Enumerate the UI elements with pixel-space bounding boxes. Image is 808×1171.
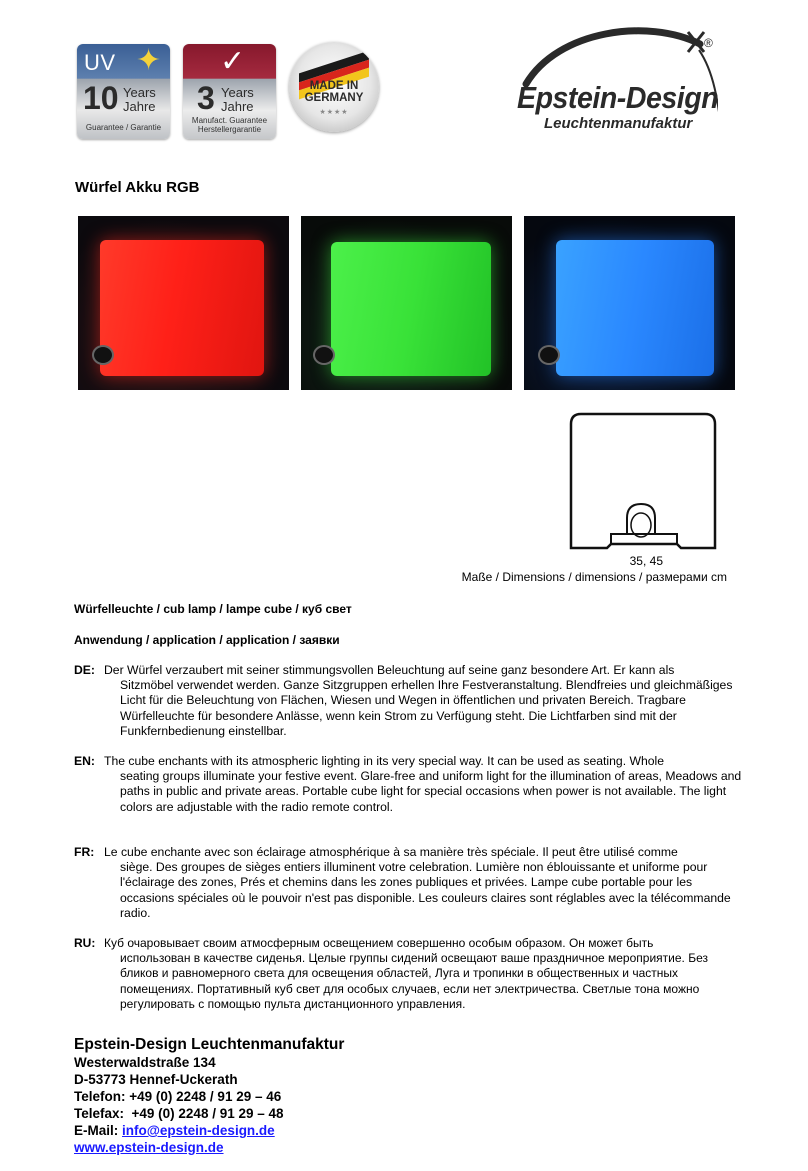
language-code-de: DE: [74, 663, 95, 677]
checkmark-icon: ✓ [220, 45, 246, 78]
remote-control-icon [313, 345, 335, 365]
description-fr-text: siège. Des groupes de sièges entiers illuminent votre celebration. Lumière non éblouissante et uniforme pour l'éclairage des zones, Prés et chemins dans les zones publiques et privées. Lampe cube portable pour les occasions spéciales où le pouvoir n'est pas disponible. Les couleurs claires sont réglables avec la télécommande radio. [120, 860, 731, 920]
street-address: Westerwaldstraße 134 [74, 1055, 216, 1070]
language-code-fr: FR: [74, 845, 95, 859]
manufacturer-guarantee-badge [183, 44, 276, 139]
company-logo-subtitle: Leuchtenmanufaktur [544, 115, 693, 132]
badge-uv-years: Years [123, 85, 156, 100]
fax-number: Telefax: +49 (0) 2248 / 91 29 – 48 [74, 1106, 284, 1121]
badge-3y-years: Years [221, 85, 254, 100]
uv-10-years-guarantee-badge [77, 44, 170, 139]
description-fr-first-line: Le cube enchante avec son éclairage atmosphérique à sa manière très spéciale. Il peut être utilisé comme [104, 845, 678, 859]
website-link[interactable]: www.epstein-design.de [74, 1140, 224, 1155]
company-name: Epstein-Design Leuchtenmanufaktur [74, 1036, 345, 1053]
badge-3y-footer-2: Herstellergarantie [197, 125, 262, 134]
cube-dimension-drawing [565, 408, 721, 554]
email-link[interactable]: info@epstein-design.de [122, 1123, 275, 1138]
red-cube-icon [100, 240, 264, 376]
description-ru-first-line: Куб очаровывает своим атмосферным освещением совершенно особым образом. Он может быть [104, 936, 654, 950]
description-ru-text: использован в качестве сиденья. Целые группы сидений освещают ваше праздничное мероприятие. Без бликов и равномерного света для освещения областей, Луга и тропинки в общественных и частных помещениях. Портативный куб свет для особых случаев, если нет электричества. Светлые тона можно регулировать с помощью пульта дистанционного управления. [120, 951, 708, 1011]
remote-control-icon [538, 345, 560, 365]
product-photo-green [301, 216, 512, 390]
badge-uv-number: 10 [83, 80, 119, 116]
sun-star-icon: ✦ [136, 44, 162, 77]
stars-icon: ★★★★ [319, 109, 349, 116]
description-en-first-line: The cube enchants with its atmospheric lighting in its very special way. It can be used as seating. Whole [104, 754, 665, 768]
badge-3y-jahre: Jahre [221, 99, 254, 114]
description-en [74, 754, 744, 815]
badge-uv-label: UV [84, 50, 116, 75]
application-heading: Anwendung / application / application / заявки [74, 633, 340, 647]
company-logo-name: Epstein-Design [517, 80, 719, 115]
badge-3y-number: 3 [197, 80, 215, 116]
made-in-germany-seal [289, 42, 379, 132]
green-cube-icon [331, 242, 491, 376]
germany-label: GERMANY [304, 92, 364, 104]
description-ru [74, 936, 744, 1012]
email-label: E-Mail: [74, 1123, 123, 1138]
badge-3y-footer-1: Manufact. Guarantee [191, 116, 268, 125]
description-de [74, 663, 744, 739]
city-address: D-53773 Hennef-Uckerath [74, 1072, 238, 1087]
language-code-en: EN: [74, 754, 95, 768]
dimension-values: 35, 45 [629, 554, 663, 568]
product-photo-red [78, 216, 289, 390]
product-photo-blue [524, 216, 735, 390]
remote-control-icon [92, 345, 114, 365]
description-de-first-line: Der Würfel verzaubert mit seiner stimmungsvollen Beleuchtung auf seine ganz besondere Art. Er kann als [104, 663, 675, 677]
badge-uv-footer: Guarantee / Garantie [85, 123, 162, 132]
description-en-text: seating groups illuminate your festive event. Glare-free and uniform light for the illumination of areas, Meadows and paths in public and private areas. Portable cube light for special occasions when power is not available. The light colors are adjustable with the radio remote control. [120, 769, 742, 814]
badge-uv-jahre: Jahre [123, 99, 156, 114]
description-fr [74, 845, 744, 921]
product-type-heading: Würfelleuchte / cub lamp / lampe cube / куб свет [74, 602, 352, 616]
dimension-caption: Maße / Dimensions / dimensions / размерами cm [461, 570, 727, 584]
made-in-label: MADE IN [309, 80, 359, 92]
product-title: Würfel Akku RGB [75, 179, 200, 196]
language-code-ru: RU: [74, 936, 96, 950]
description-de-text: Sitzmöbel verwendet werden. Ganze Sitzgruppen erhellen Ihre Festveranstaltung. Blendfreies und gleichmäßiges Licht für die Beleuchtung von Flächen, Wiesen und Wegen in öffentlichen und privaten Bereich. Tragbare Würfelleuchte für besondere Anlässe, wenn kein Strom zu Verfügung steht. Die Lichtfarben sind mit der Funkfernbedienung einstellbar. [120, 678, 733, 738]
blue-cube-icon [556, 240, 714, 376]
phone-number: Telefon: +49 (0) 2248 / 91 29 – 46 [74, 1089, 282, 1104]
contact-block [74, 1035, 344, 1156]
registered-mark: ® [704, 36, 713, 50]
